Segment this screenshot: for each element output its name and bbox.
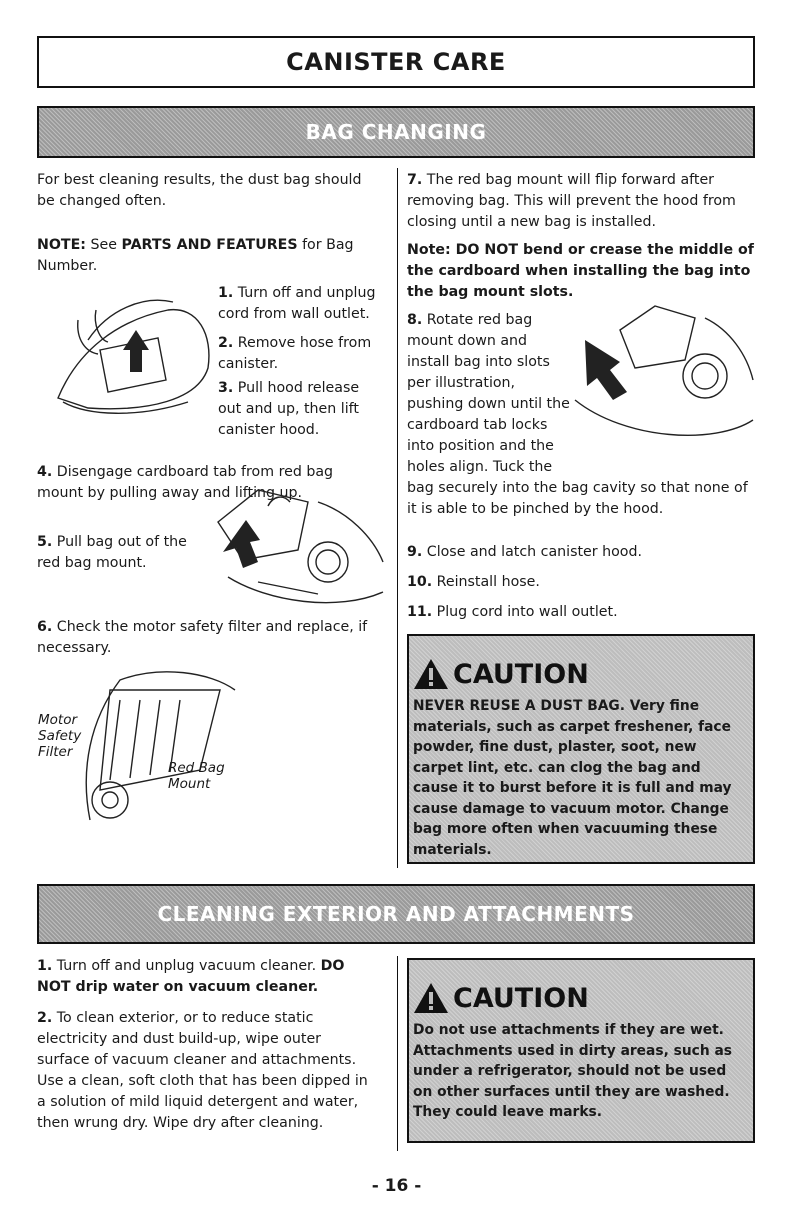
caution-box-dust-bag xyxy=(407,634,755,864)
step-3 xyxy=(218,378,378,441)
step-text: Reinstall hose. xyxy=(436,574,540,590)
step-text: To clean exterior, or to reduce static electricity and dust build-up, wipe outer surface of vacuum cleaner and attachments. Use a clean, soft cloth that has been dipped in a solution of mild liquid detergent and water, then wrung dry. Wipe dry after cleaning. xyxy=(37,1010,368,1131)
caution-header xyxy=(413,636,749,690)
step-text: Check the motor safety filter and replace, if necessary. xyxy=(37,619,368,656)
step-8-body xyxy=(407,310,755,520)
step-number: 5. xyxy=(37,534,53,550)
step-number: 9. xyxy=(407,544,423,560)
step-text: Pull hood release out and up, then lift canister hood. xyxy=(218,380,360,438)
column-divider xyxy=(397,168,398,868)
step-text: Pull bag out of the red bag mount. xyxy=(37,534,187,571)
caution-box-attachments xyxy=(407,958,755,1143)
label-motor-safety-filter: Motor Safety Filter xyxy=(38,712,82,760)
note-post: for Bag Number. xyxy=(37,237,354,274)
step-text: Rotate red bag mount down and install bag into slots per illustration, pushing down until the cardboard tab locks into position and the holes align. Tuck the bag securely into the bag cavity so that none of it is able to be pinched by the hood. xyxy=(407,312,748,517)
figure-canister-hood xyxy=(48,280,216,420)
page-title: CANISTER CARE xyxy=(286,48,506,76)
step-6 xyxy=(37,617,377,659)
clean-step-2 xyxy=(37,1008,377,1134)
step-number: 8. xyxy=(407,312,423,328)
step-number: 1. xyxy=(218,285,234,301)
step-7 xyxy=(407,170,755,233)
step-warning: DO NOT drip water on vacuum cleaner. xyxy=(37,958,345,995)
step-9 xyxy=(407,542,755,563)
step-text: Disengage cardboard tab from red bag mount by pulling away and lifting up. xyxy=(37,464,334,501)
step-number: 7. xyxy=(407,172,423,188)
step-1 xyxy=(218,283,378,325)
parts-note xyxy=(37,235,377,277)
caution-title: CAUTION xyxy=(453,983,589,1014)
note-pre: See xyxy=(90,237,117,253)
figure-spacer xyxy=(570,310,755,460)
label-red-bag-mount: Red Bag Mount xyxy=(168,760,225,792)
caution-header xyxy=(413,960,749,1014)
page-number: - 16 - xyxy=(371,1176,422,1196)
caution-title: CAUTION xyxy=(453,659,589,690)
figure-bag-mount xyxy=(198,482,388,622)
warning-icon xyxy=(413,982,449,1014)
step-2 xyxy=(218,333,378,375)
step-number: 2. xyxy=(37,1010,53,1026)
step-number: 3. xyxy=(218,380,234,396)
step-number: 1. xyxy=(37,958,53,974)
section-header-bag-changing xyxy=(37,106,755,158)
page-title-box xyxy=(37,36,755,88)
section-title: BAG CHANGING xyxy=(305,120,487,144)
step-text: Turn off and unplug cord from wall outlet. xyxy=(218,285,376,322)
step-5 xyxy=(37,532,197,574)
clean-step-1 xyxy=(37,956,377,998)
caution-text: NEVER REUSE A DUST BAG. Very fine materials, such as carpet freshener, face powder, fine dust, plaster, soot, new carpet lint, etc. can clog the bag and cause it to burst before it is full and may cause damage to vacuum motor. Change bag more often when vacuuming these materials. xyxy=(413,698,732,858)
step-text: Turn off and unplug vacuum cleaner. xyxy=(56,958,317,974)
step-text: Plug cord into wall outlet. xyxy=(436,604,618,620)
step-number: 11. xyxy=(407,604,433,620)
step-10 xyxy=(407,572,755,593)
step-number: 10. xyxy=(407,574,433,590)
note-label: NOTE: xyxy=(37,237,86,253)
caution-text: Do not use attachments if they are wet. Attachments used in dirty areas, such as under a refrigerator, should not be used on other surfaces until they are washed. They could leave marks. xyxy=(413,1022,732,1120)
section-header-cleaning xyxy=(37,884,755,944)
step-text: Close and latch canister hood. xyxy=(426,544,642,560)
step-11 xyxy=(407,602,755,623)
column-divider xyxy=(397,956,398,1151)
step-text: Remove hose from canister. xyxy=(218,335,372,372)
step-number: 4. xyxy=(37,464,53,480)
step-number: 6. xyxy=(37,619,53,635)
install-note: Note: DO NOT bend or crease the middle of the cardboard when installing the bag into the bag mount slots. xyxy=(407,242,754,300)
note-link: PARTS AND FEATURES xyxy=(121,237,298,253)
step-number: 2. xyxy=(218,335,234,351)
intro-text: For best cleaning results, the dust bag should be changed often. xyxy=(37,172,362,209)
warning-icon xyxy=(413,658,449,690)
step-text: The red bag mount will flip forward after removing bag. This will prevent the hood from closing until a new bag is installed. xyxy=(407,172,736,230)
section-title: CLEANING EXTERIOR AND ATTACHMENTS xyxy=(157,902,635,926)
